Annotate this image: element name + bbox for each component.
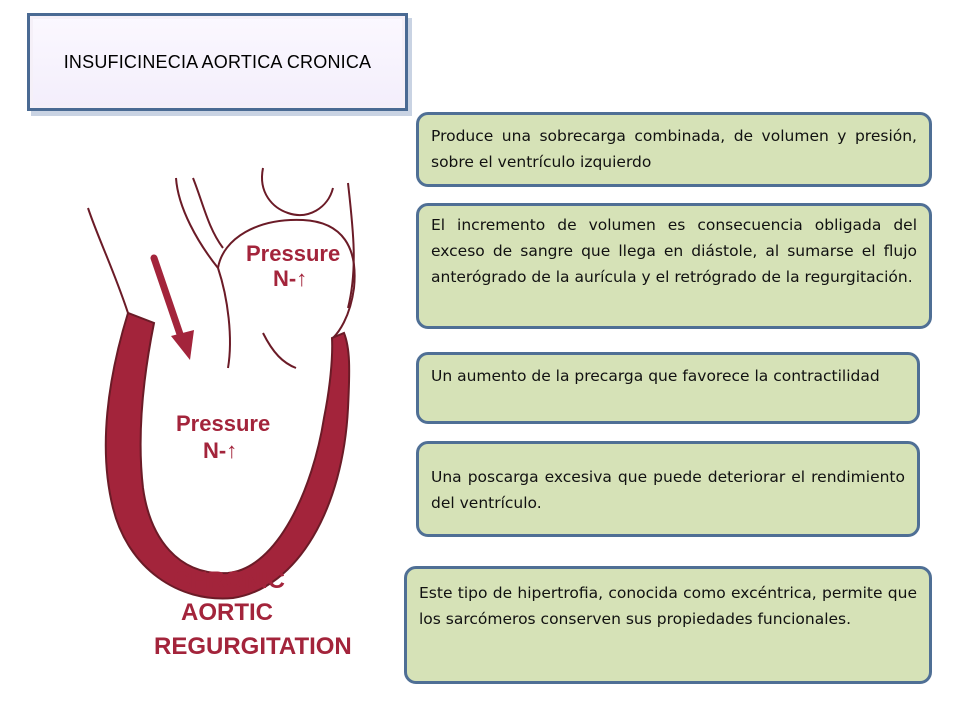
info-box-3-text: Un aumento de la precarga que favorece la contractilidad xyxy=(431,367,880,385)
slide-title: INSUFICINECIA AORTICA CRONICA xyxy=(63,51,372,72)
atrium-pressure-value: N-↑ xyxy=(273,266,308,291)
vessel-outline-4 xyxy=(262,168,333,215)
heart-diagram xyxy=(58,148,383,670)
info-box-2 xyxy=(416,203,932,329)
ventricle-pressure-label: Pressure xyxy=(176,411,271,436)
caption-line-3: REGURGITATION xyxy=(154,633,352,660)
ventricle-pressure-value: N-↑ xyxy=(203,438,238,463)
info-box-4-text: Una poscarga excesiva que puede deteriorar el rendimiento del ventrículo. xyxy=(431,468,905,512)
caption-line-1: CHRONIC xyxy=(173,567,285,594)
info-box-5 xyxy=(404,566,932,684)
info-box-2-text: El incremento de volumen es consecuencia obligada del exceso de sangre que llega en diástole, al sumarse el flujo anterógrado de la aurícula y el retrógrado de la regurgitación. xyxy=(431,216,917,286)
regurgitation-arrow-head xyxy=(171,330,194,360)
aorta-outline xyxy=(88,208,128,313)
info-box-5-text: Este tipo de hipertrofia, conocida como excéntrica, permite que los sarcómeros conserven sus propiedades funcionales. xyxy=(419,584,917,628)
title-box xyxy=(27,13,408,111)
heart-illustration xyxy=(58,148,383,670)
info-box-4 xyxy=(416,441,920,537)
mitral-outline xyxy=(218,268,230,368)
regurgitation-arrow-shaft xyxy=(154,258,183,343)
mitral-outline-2 xyxy=(263,333,296,368)
caption-line-2: AORTIC xyxy=(181,599,273,626)
info-box-1 xyxy=(416,112,932,187)
atrium-pressure-label: Pressure xyxy=(246,241,341,266)
info-box-1-text: Produce una sobrecarga combinada, de volumen y presión, sobre el ventrículo izquierdo xyxy=(431,127,917,171)
info-box-3 xyxy=(416,352,920,424)
